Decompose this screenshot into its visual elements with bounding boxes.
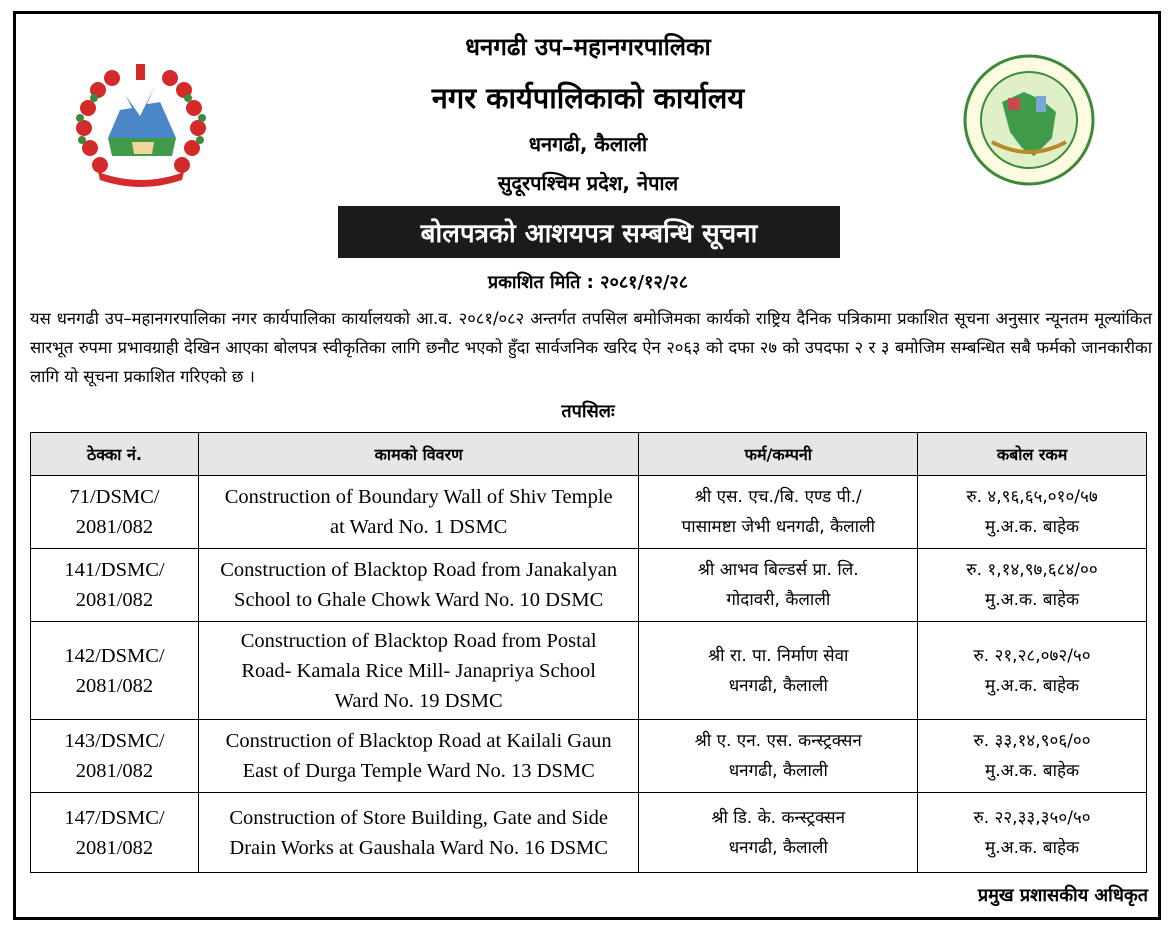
work-description: Construction of Boundary Wall of Shiv Temple at Ward No. 1 DSMC bbox=[198, 476, 639, 549]
office-name: नगर कार्यपालिकाको कार्यालय bbox=[431, 81, 745, 115]
contract-number: 147/DSMC/ 2081/082 bbox=[31, 793, 199, 873]
firm-name: श्री आभव बिल्डर्स प्रा. लि. गोदावरी, कैलाली bbox=[639, 549, 918, 622]
contracts-table bbox=[30, 432, 1147, 873]
bid-amount: रु. १,१४,९७,६८४/०० मु.अ.क. बाहेक bbox=[918, 549, 1147, 622]
firm-name: श्री एस. एच./बि. एण्ड पी./ पासामष्टा जेभी धनगढी, कैलाली bbox=[639, 476, 918, 549]
dhangadhi-municipality-seal-icon bbox=[962, 52, 1096, 188]
column-header-firm: फर्म/कम्पनी bbox=[639, 433, 918, 476]
table-header-row bbox=[31, 433, 1147, 476]
table-row bbox=[31, 720, 1147, 793]
municipality-name: धनगढी उप–महानगरपालिका bbox=[465, 33, 711, 61]
province-country: सुदूरपश्चिम प्रदेश, नेपाल bbox=[497, 171, 679, 195]
table-row bbox=[31, 549, 1147, 622]
contract-number: 143/DSMC/ 2081/082 bbox=[31, 720, 199, 793]
notice-title-banner bbox=[338, 206, 840, 258]
work-description: Construction of Blacktop Road from Postal Road- Kamala Rice Mill- Janapriya School Ward No. 19 DSMC bbox=[198, 622, 639, 720]
column-header-contract: ठेक्का नं. bbox=[31, 433, 199, 476]
contract-number: 141/DSMC/ 2081/082 bbox=[31, 549, 199, 622]
details-label: तपसिलः bbox=[561, 401, 615, 422]
column-header-work: कामको विवरण bbox=[198, 433, 639, 476]
table-row bbox=[31, 622, 1147, 720]
office-location: धनगढी, कैलाली bbox=[528, 132, 648, 156]
notice-paragraph: यस धनगढी उप–महानगरपालिका नगर कार्यपालिका कार्यालयको आ.व. २०८१/०८२ अन्तर्गत तपसिल बमोजिमका कार्यको राष्ट्रिय दैनिक पत्रिकामा प्रकाशित सूचना अनुसार न्यूनतम मूल्यांकित सारभूत रुपमा प्रभावग्राही देखिन आएका बोलपत्र स्वीकृतिका लागि छनौट भएको हुँदा सार्वजनिक खरिद ऐन २०६३ को दफा २७ को उपदफा २ र ३ बमोजिम सम्बन्धित सबै फर्मको जानकारीका लागि यो सूचना प्रकाशित गरिएको छ । bbox=[30, 309, 1152, 386]
bid-amount: रु. ३३,१४,९०६/०० मु.अ.क. बाहेक bbox=[918, 720, 1147, 793]
table-row bbox=[31, 793, 1147, 873]
bid-amount: रु. २२,३३,३५०/५० मु.अ.क. बाहेक bbox=[918, 793, 1147, 873]
bid-amount: रु. ४,९६,६५,०१०/५७ मु.अ.क. बाहेक bbox=[918, 476, 1147, 549]
bid-amount: रु. २१,२८,०७२/५० मु.अ.क. बाहेक bbox=[918, 622, 1147, 720]
contract-number: 71/DSMC/ 2081/082 bbox=[31, 476, 199, 549]
firm-name: श्री डि. के. कन्स्ट्रक्सन धनगढी, कैलाली bbox=[639, 793, 918, 873]
table-row bbox=[31, 476, 1147, 549]
published-date: प्रकाशित मिति : २०८१/१२/२८ bbox=[487, 272, 689, 293]
firm-name: श्री ए. एन. एस. कन्स्ट्रक्सन धनगढी, कैलाली bbox=[639, 720, 918, 793]
work-description: Construction of Store Building, Gate and Side Drain Works at Gaushala Ward No. 16 DSMC bbox=[198, 793, 639, 873]
contract-number: 142/DSMC/ 2081/082 bbox=[31, 622, 199, 720]
work-description: Construction of Blacktop Road from Janakalyan School to Ghale Chowk Ward No. 10 DSMC bbox=[198, 549, 639, 622]
work-description: Construction of Blacktop Road at Kailali Gaun East of Durga Temple Ward No. 13 DSMC bbox=[198, 720, 639, 793]
column-header-amount: कबोल रकम bbox=[918, 433, 1147, 476]
firm-name: श्री रा. पा. निर्माण सेवा धनगढी, कैलाली bbox=[639, 622, 918, 720]
notice-title: बोलपत्रको आशयपत्र सम्बन्धि सूचना bbox=[420, 219, 758, 249]
signatory-title: प्रमुख प्रशासकीय अधिकृत bbox=[977, 885, 1148, 906]
